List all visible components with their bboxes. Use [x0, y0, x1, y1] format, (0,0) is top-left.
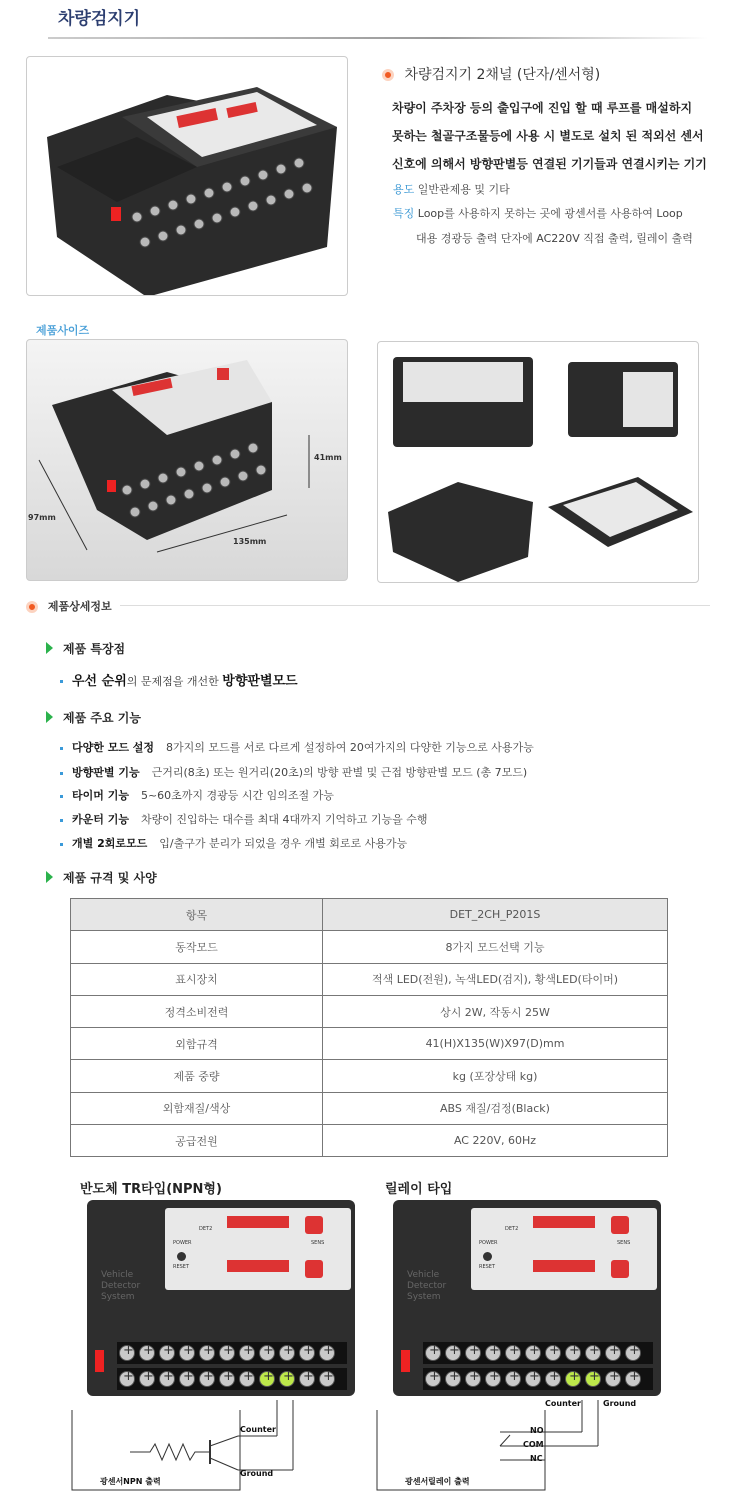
counter-label-right: Counter [545, 1399, 581, 1408]
table-cell: 외함규격 [71, 1028, 323, 1060]
function-key: 개별 2회로모드 [72, 837, 148, 850]
product-desc-3: 신호에 의해서 방향판별등 연결된 기기들과 연결시키는 기기 [392, 157, 707, 171]
brand-line: System [407, 1292, 441, 1302]
label-det2: DET2 [505, 1226, 519, 1232]
feature-text-2: 대용 경광등 출력 단자에 AC220V 직접 출력, 릴레이 출력 [416, 232, 693, 245]
function-item [60, 787, 334, 803]
table-cell: 제품 중량 [71, 1060, 323, 1092]
product-heading-text: 차량검지기 2채널 (단자/센서형) [404, 67, 601, 83]
square-bullet-icon [60, 843, 63, 846]
spec-table [70, 898, 668, 1157]
terminal-row-top [117, 1342, 347, 1364]
detail-heading-text: 제품상세정보 [47, 600, 112, 613]
square-bullet-icon [60, 747, 63, 750]
device-right [393, 1200, 661, 1396]
table-cell: 8가지 모드선택 기능 [323, 931, 668, 963]
feature-text-1: Loop를 사용하지 못하는 곳에 광센서를 사용하여 Loop [417, 207, 683, 220]
table-row [71, 1028, 668, 1060]
label-sens: SENS [311, 1240, 325, 1246]
function-value: 8가지의 모드를 서로 다르게 설정하여 20여가지의 다양한 기능으로 사용가능 [166, 741, 534, 754]
table-cell: 공급전원 [71, 1125, 323, 1157]
label-reset: RESET [173, 1264, 190, 1270]
rotary-switch[interactable] [611, 1260, 629, 1278]
table-cell: AC 220V, 60Hz [323, 1125, 668, 1157]
device-brand [407, 1270, 446, 1303]
function-key: 다양한 모드 설정 [72, 741, 155, 754]
detail-heading [26, 598, 112, 614]
wiring-right-title: 릴레이 타입 [385, 1182, 453, 1197]
power-switch[interactable] [401, 1350, 410, 1372]
counter-label-left: Counter [240, 1425, 276, 1434]
feature-label: 특징 [393, 207, 415, 220]
brand-line: Detector [407, 1281, 447, 1291]
right-caption: 광센서릴레이 출력 [405, 1477, 470, 1486]
feature-main-mid: 의 문제점을 개선한 [126, 675, 223, 688]
dip-switch[interactable] [533, 1216, 595, 1228]
left-caption: 광센서NPN 출력 [100, 1477, 161, 1486]
functions-heading: 제품 주요 기능 [46, 709, 141, 726]
no-label: NO [530, 1426, 544, 1435]
square-bullet-icon [60, 819, 63, 822]
rotary-switch[interactable] [305, 1216, 323, 1234]
function-value: 근거리(8초) 또는 원거리(20초)의 방향 판별 및 근접 방향판별 모드 (총 7모드) [151, 766, 528, 779]
rotary-switch[interactable] [611, 1216, 629, 1234]
square-bullet-icon [60, 772, 63, 775]
brand-line: Vehicle [407, 1270, 440, 1280]
power-switch[interactable] [95, 1350, 104, 1372]
rotary-switch[interactable] [305, 1260, 323, 1278]
product-image-main [26, 56, 348, 296]
product-size-image [26, 339, 348, 581]
com-label: COM [523, 1440, 544, 1449]
function-key: 카운터 기능 [72, 813, 129, 826]
dip-switch[interactable] [533, 1260, 595, 1272]
product-desc-1: 차량이 주차장 등의 출입구에 진입 할 때 루프를 매설하지 [392, 101, 693, 115]
label-power: POWER [479, 1240, 498, 1246]
ground-label-right: Ground [603, 1399, 637, 1408]
function-item [60, 811, 427, 827]
product-use [393, 181, 510, 197]
size-section-label: 제품사이즈 [36, 324, 90, 337]
label-power: POWER [173, 1240, 192, 1246]
feature-main-k: 우선 순위 [72, 674, 127, 689]
product-views-image [377, 341, 699, 583]
table-cell: 항목 [71, 899, 323, 931]
page-title: 차량검지기 [58, 9, 141, 29]
square-bullet-icon [60, 795, 63, 798]
function-item [60, 764, 527, 780]
device-control-panel [165, 1208, 351, 1290]
features-heading: 제품 특장점 [46, 640, 125, 657]
table-row [71, 963, 668, 995]
product-heading [382, 64, 600, 84]
function-item [60, 835, 407, 851]
function-value: 입/출구가 분리가 되었을 경우 개별 회로로 사용가능 [159, 837, 408, 850]
orange-bullet-icon [26, 601, 38, 613]
reset-button[interactable] [483, 1252, 492, 1261]
product-desc-2: 못하는 철골구조물등에 사용 시 별도로 설치 된 적외선 센서 [392, 129, 704, 143]
function-item [60, 739, 534, 755]
label-reset: RESET [479, 1264, 496, 1270]
brand-line: System [101, 1292, 135, 1302]
table-cell: 41(H)X135(W)X97(D)mm [323, 1028, 668, 1060]
table-cell: ABS 재질/검정(Black) [323, 1092, 668, 1124]
title-divider [48, 37, 708, 39]
table-row [71, 1092, 668, 1124]
table-row [71, 931, 668, 963]
label-sens: SENS [617, 1240, 631, 1246]
dim-width: 135mm [233, 537, 267, 546]
product-feature [393, 205, 683, 221]
table-cell: 적색 LED(전원), 녹색LED(검지), 황색LED(타이머) [323, 963, 668, 995]
table-cell: DET_2CH_P201S [323, 899, 668, 931]
reset-button[interactable] [177, 1252, 186, 1261]
device-control-panel [471, 1208, 657, 1290]
table-cell: kg (포장상태 kg) [323, 1060, 668, 1092]
brand-line: Vehicle [101, 1270, 134, 1280]
nc-label: NC [530, 1454, 543, 1463]
use-label: 용도 [393, 183, 415, 196]
wiring-left-title: 반도체 TR타입(NPN형) [80, 1182, 222, 1197]
square-bullet-icon [60, 680, 63, 683]
table-cell: 표시장치 [71, 963, 323, 995]
dip-switch[interactable] [227, 1216, 289, 1228]
device-left [87, 1200, 355, 1396]
function-value: 차량이 진입하는 대수를 최대 4대까지 기억하고 기능을 수행 [140, 813, 428, 826]
feature-main [60, 670, 298, 689]
dip-switch[interactable] [227, 1260, 289, 1272]
table-row [71, 1060, 668, 1092]
function-value: 5~60초까지 경광등 시간 임의조절 가능 [140, 789, 334, 802]
table-cell: 정격소비전력 [71, 995, 323, 1027]
table-cell: 외함재질/색상 [71, 1092, 323, 1124]
table-row [71, 1125, 668, 1157]
function-key: 타이머 기능 [72, 789, 129, 802]
device-brand [101, 1270, 140, 1303]
function-key: 방향판별 기능 [72, 766, 140, 779]
terminal-row-top [423, 1342, 653, 1364]
dim-height: 41mm [314, 453, 342, 462]
table-row [71, 995, 668, 1027]
use-text: 일반관제용 및 기타 [417, 183, 510, 196]
feature-main-k2: 방향판별모드 [222, 674, 298, 689]
spec-heading: 제품 규격 및 사양 [46, 869, 157, 886]
detail-divider [120, 605, 710, 606]
brand-line: Detector [101, 1281, 141, 1291]
table-cell: 상시 2W, 작동시 25W [323, 995, 668, 1027]
orange-bullet-icon [382, 69, 394, 81]
table-row [71, 899, 668, 931]
table-cell: 동작모드 [71, 931, 323, 963]
ground-label-left: Ground [240, 1469, 274, 1478]
dim-depth: 97mm [28, 513, 56, 522]
label-det2: DET2 [199, 1226, 213, 1232]
